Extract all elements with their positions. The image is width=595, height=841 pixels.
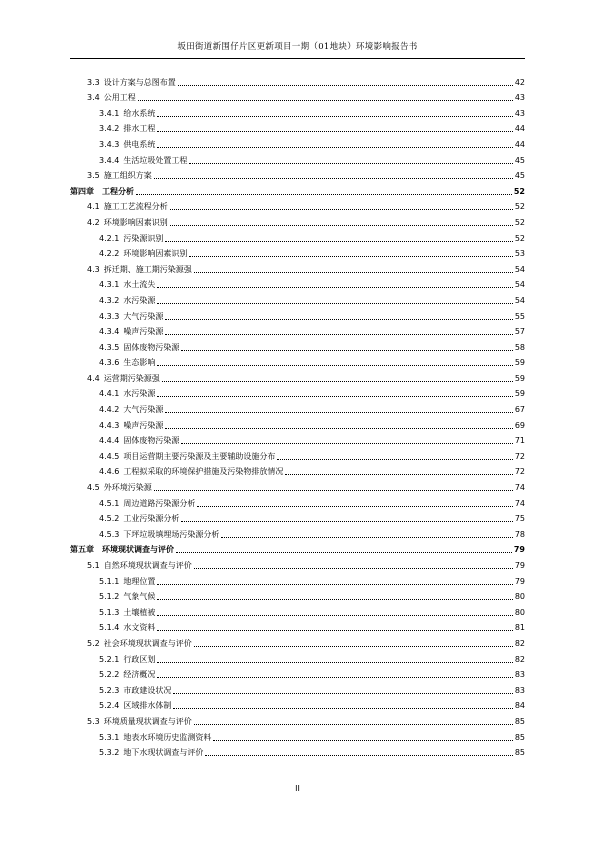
table-of-contents [70,72,525,758]
toc-entry[interactable] [70,166,525,182]
toc-entry-title: 环境影响因素识别 [123,249,188,259]
toc-entry[interactable] [70,415,525,431]
toc-entry[interactable] [70,384,525,400]
toc-entry-page: 52 [514,233,525,243]
toc-entry-title: 外环境污染源 [103,483,152,493]
toc-entry-number: 4.4.2 [99,405,120,415]
toc-entry[interactable] [70,290,525,306]
toc-entry-number: 4.3.5 [99,342,120,352]
toc-entry[interactable] [70,540,525,556]
dot-leader [285,473,512,475]
toc-entry-title: 大气污染源 [123,405,164,415]
toc-entry-page: 42 [514,77,525,87]
toc-entry-title: 环境质量现状调查与评价 [103,716,192,726]
toc-entry-title: 水污染源 [123,389,156,399]
dot-leader [157,364,512,366]
toc-entry-page: 55 [514,311,525,321]
dot-leader [194,645,513,647]
toc-entry-title: 拆迁期、施工期污染源强 [103,264,192,274]
toc-entry-number: 3.4 [87,93,100,103]
toc-entry-page: 54 [514,280,525,290]
toc-entry-number: 第四章 [70,186,94,196]
toc-entry[interactable] [70,197,525,213]
toc-entry[interactable] [70,119,525,135]
toc-entry-page: 83 [514,670,525,680]
dot-leader [181,442,512,444]
toc-entry-page: 85 [514,716,525,726]
dot-leader [157,614,512,616]
toc-entry-page: 43 [514,93,525,103]
dot-leader [173,692,512,694]
dot-leader [165,333,512,335]
dot-leader [165,411,512,413]
dot-leader [178,84,513,86]
toc-entry-title: 给水系统 [123,108,156,118]
page-number: II [295,784,300,793]
toc-entry-number: 5.2.1 [99,654,120,664]
toc-entry-page: 80 [514,607,525,617]
toc-entry[interactable] [70,555,525,571]
toc-entry-page: 80 [514,592,525,602]
toc-entry[interactable] [70,244,525,260]
dot-leader [277,458,512,460]
toc-entry-number: 3.4.4 [99,155,120,165]
toc-entry[interactable] [70,665,525,681]
toc-entry-page: 71 [514,436,525,446]
toc-entry-title: 公用工程 [103,93,136,103]
toc-entry[interactable] [70,181,525,197]
dot-leader [157,302,512,304]
toc-entry[interactable] [70,103,525,119]
toc-entry-number: 4.3.1 [99,280,120,290]
toc-entry-number: 3.4.1 [99,108,120,118]
toc-entry-title: 噪声污染源 [123,420,164,430]
toc-entry-page: 79 [513,545,525,555]
toc-entry-page: 52 [514,202,525,212]
toc-entry-number: 4.2 [87,217,100,227]
toc-entry-number: 5.2.3 [99,685,120,695]
toc-entry[interactable] [70,337,525,353]
toc-entry-title: 水文资料 [123,623,156,633]
toc-entry-number: 4.3.6 [99,358,120,368]
dot-leader [165,318,512,320]
running-header: 坂田街道新围仔片区更新项目一期（01地块）环境影响报告书 [177,42,418,52]
toc-entry-number: 4.2.2 [99,249,120,259]
dot-leader [157,146,512,148]
toc-entry-number: 4.5.1 [99,498,120,508]
toc-entry-title: 行政区划 [123,654,156,664]
toc-entry-page: 67 [514,405,525,415]
toc-entry[interactable] [70,322,525,338]
dot-leader [176,551,512,553]
toc-entry-title: 社会环境现状调查与评价 [103,638,192,648]
toc-entry-title: 水污染源 [123,295,156,305]
toc-entry[interactable] [70,509,525,525]
toc-entry-number: 4.3.4 [99,327,120,337]
toc-entry-title: 设计方案与总图布置 [103,77,176,87]
dot-leader [154,177,513,179]
toc-entry-title: 排水工程 [123,124,156,134]
toc-entry-number: 5.1.1 [99,576,120,586]
toc-entry-number: 5.3 [87,716,100,726]
toc-entry-page: 59 [514,373,525,383]
dot-leader [170,208,513,210]
dot-leader [157,115,512,117]
dot-leader [213,739,512,741]
toc-entry[interactable] [70,633,525,649]
toc-entry-page: 78 [514,529,525,539]
toc-entry-page: 72 [514,467,525,477]
toc-entry[interactable] [70,571,525,587]
toc-entry[interactable] [70,649,525,665]
dot-leader [197,505,512,507]
dot-leader [221,536,512,538]
toc-entry-title: 固体废物污染源 [123,436,180,446]
toc-entry-page: 52 [514,217,525,227]
toc-entry-title: 下坪垃圾填埋场污染源分析 [123,529,220,539]
dot-leader [162,380,513,382]
toc-entry-number: 第五章 [70,545,94,555]
toc-entry-page: 84 [514,701,525,711]
toc-entry-number: 3.5 [87,171,100,181]
toc-entry-page: 59 [514,389,525,399]
toc-entry-title: 生态影响 [123,358,156,368]
toc-entry-page: 85 [514,732,525,742]
toc-entry-page: 45 [514,171,525,181]
toc-entry-number: 5.1 [87,561,100,570]
toc-entry-title: 自然环境现状调查与评价 [103,561,192,570]
toc-entry[interactable] [70,446,525,462]
toc-entry-number: 4.2.1 [99,233,120,243]
toc-entry-number: 4.3.3 [99,311,120,321]
toc-entry-page: 85 [514,748,525,758]
toc-entry[interactable] [70,88,525,104]
toc-entry-page: 79 [514,561,525,570]
toc-entry-page: 82 [514,654,525,664]
toc-entry-title: 大气污染源 [123,311,164,321]
toc-entry[interactable] [70,462,525,478]
dot-leader [189,255,512,257]
toc-entry-page: 69 [514,420,525,430]
toc-entry-title: 地下水现状调查与评价 [123,748,204,758]
toc-entry[interactable] [70,368,525,384]
dot-leader [205,754,512,756]
toc-entry-title: 施工组织方案 [103,171,152,181]
dot-leader [181,520,512,522]
dot-leader [157,629,512,631]
toc-entry[interactable] [70,431,525,447]
toc-entry-number: 4.5 [87,483,100,493]
toc-entry[interactable] [70,587,525,603]
toc-entry-page: 54 [514,295,525,305]
toc-entry-page: 75 [514,514,525,524]
toc-entry-page: 72 [514,451,525,461]
toc-entry-page: 43 [514,108,525,118]
toc-entry-page: 59 [514,358,525,368]
toc-entry-title: 环境现状调查与评价 [102,544,174,555]
dot-leader [157,395,512,397]
dot-leader [154,489,513,491]
toc-entry[interactable] [70,696,525,712]
dot-leader [173,707,512,709]
dot-leader [194,271,513,273]
toc-entry-title: 施工工艺流程分析 [103,202,168,212]
dot-leader [165,240,512,242]
toc-entry-title: 固体废物污染源 [123,342,180,352]
toc-entry-title: 周边道路污染源分析 [123,498,196,508]
toc-entry[interactable] [70,602,525,618]
toc-entry[interactable] [70,259,525,275]
toc-entry-number: 5.1.2 [99,592,120,602]
toc-entry-title: 工程拟采取的环境保护措施及污染物排放情况 [123,467,284,477]
toc-entry-page: 57 [514,327,525,337]
toc-entry-title: 区域排水体制 [123,701,172,711]
toc-entry-page: 81 [514,623,525,633]
dot-leader [194,723,513,725]
toc-entry-title: 工业污染源分析 [123,514,180,524]
toc-entry-title: 运营期污染源强 [103,373,160,383]
toc-entry-number: 3.4.2 [99,124,120,134]
toc-entry-page: 74 [514,498,525,508]
toc-entry[interactable] [70,134,525,150]
toc-entry-page: 83 [514,685,525,695]
dot-leader [157,661,512,663]
toc-entry[interactable] [70,618,525,634]
toc-entry[interactable] [70,353,525,369]
toc-entry-number: 3.3 [87,77,100,87]
toc-entry-number: 5.2.4 [99,701,120,711]
dot-leader [157,583,512,585]
toc-entry-page: 82 [514,638,525,648]
toc-entry-title: 生活垃圾处置工程 [123,155,188,165]
toc-entry-title: 项目运营期主要污染源及主要辅助设施分布 [123,451,276,461]
toc-entry-page: 44 [514,139,525,149]
toc-entry[interactable] [70,275,525,291]
toc-entry-number: 5.2.2 [99,670,120,680]
toc-entry-number: 5.1.3 [99,607,120,617]
dot-leader [170,224,513,226]
toc-entry[interactable] [70,212,525,228]
toc-entry-page: 52 [513,186,525,196]
toc-entry-number: 4.5.2 [99,514,120,524]
toc-entry-number: 5.1.4 [99,623,120,633]
toc-entry[interactable] [70,524,525,540]
toc-entry[interactable] [70,743,525,759]
toc-entry-page: 54 [514,264,525,274]
toc-entry[interactable] [70,477,525,493]
toc-entry-number: 3.4.3 [99,139,120,149]
toc-entry-number: 4.4.6 [99,467,120,477]
toc-entry-title: 市政建设状况 [123,685,172,695]
toc-entry[interactable] [70,493,525,509]
dot-leader [181,349,512,351]
header-rule [70,58,525,59]
toc-entry-number: 4.3.2 [99,295,120,305]
toc-entry-title: 环境影响因素识别 [103,217,168,227]
toc-entry-number: 4.4.3 [99,420,120,430]
dot-leader [157,676,512,678]
toc-entry-number: 4.3 [87,264,100,274]
toc-entry[interactable] [70,228,525,244]
toc-entry-title: 工程分析 [102,185,134,196]
toc-entry-number: 4.4.4 [99,436,120,446]
toc-entry-title: 地理位置 [123,576,156,586]
dot-leader [136,193,512,195]
toc-entry-number: 4.4.1 [99,389,120,399]
toc-entry-number: 4.1 [87,202,100,212]
toc-entry[interactable] [70,306,525,322]
toc-entry-page: 45 [514,155,525,165]
toc-entry-title: 经济概况 [123,670,156,680]
toc-entry-title: 水土流失 [123,280,156,290]
dot-leader [165,427,512,429]
toc-entry-title: 土壤植被 [123,607,156,617]
toc-entry-title: 地表水环境历史监测资料 [123,732,212,742]
dot-leader [194,567,513,569]
toc-entry-number: 5.2 [87,638,100,648]
toc-entry-page: 58 [514,342,525,352]
dot-leader [157,286,512,288]
toc-entry[interactable] [70,399,525,415]
toc-entry-title: 污染源识别 [123,233,164,243]
toc-entry-number: 5.3.2 [99,748,120,758]
toc-entry[interactable] [70,711,525,727]
dot-leader [157,598,512,600]
toc-entry[interactable] [70,680,525,696]
dot-leader [189,162,512,164]
toc-entry-page: 53 [514,249,525,259]
toc-entry-number: 4.4 [87,373,100,383]
toc-entry-title: 噪声污染源 [123,327,164,337]
toc-entry-number: 4.4.5 [99,451,120,461]
toc-entry-page: 44 [514,124,525,134]
toc-entry-page: 74 [514,483,525,493]
toc-entry[interactable] [70,72,525,88]
toc-entry-number: 5.3.1 [99,732,120,742]
toc-entry-page: 79 [514,576,525,586]
toc-entry[interactable] [70,150,525,166]
toc-entry-number: 4.5.3 [99,529,120,539]
toc-entry-title: 气象气候 [123,592,156,602]
dot-leader [157,130,512,132]
toc-entry-title: 供电系统 [123,139,156,149]
dot-leader [138,99,513,101]
toc-entry[interactable] [70,727,525,743]
